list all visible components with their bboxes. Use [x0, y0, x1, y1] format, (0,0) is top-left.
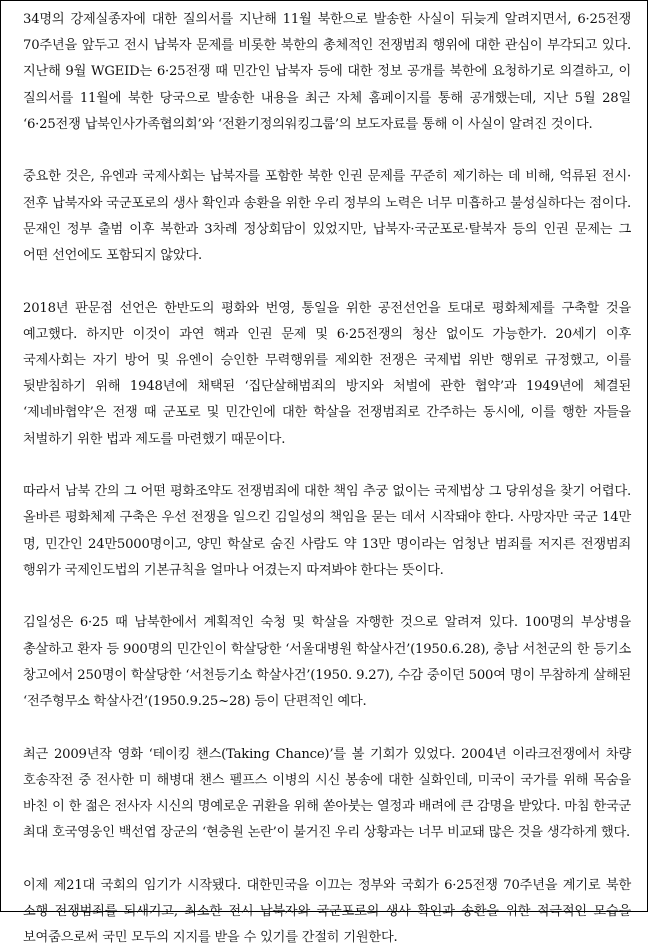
paragraph-4: 따라서 남북 간의 그 어떤 평화조약도 전쟁범죄에 대한 책임 추궁 없이는 국제법상 그 당위성을 찾기 어렵다. 올바른 평화체제 구축은 우선 전쟁을 일으킨 김일성의 책임을 묻는 데서 시작돼야 한다. 사망자만 국군 14만 명, 민간인 24만5000명이고, 양민 학살로 숨진 사람도 약 13만 명이라는 엄청난 범죄를 저지른 전쟁범죄 행위가 국제인도법의 기본규칙을 얼마나 어겼는지 따져봐야 한다는 뜻이다. — [23, 484, 631, 578]
paragraph-3: 2018년 판문점 선언은 한반도의 평화와 번영, 통일을 위한 공전선언을 토대로 평화체제를 구축할 것을 예고했다. 하지만 이것이 과연 핵과 인권 문제 및 6·25전쟁의 청산 없이도 가능한가. 20세기 이후 국제사회는 자기 방어 및 유엔이 승인한 무력행위를 제외한 전쟁은 국제법 위반 행위로 규정했고, 이를 뒷받침하기 위해 1948년에 채택된 ‘집단살해범죄의 방지와 처벌에 관한 협약’과 1949년에 체결된 ‘제네바협약’은 전쟁 때 군포로 및 민간인에 대한 학살을 전쟁범죄로 간주하는 동시에, 이를 행한 자들을 처벌하기 위한 법과 제도를 마련했기 때문이다. — [23, 300, 631, 447]
paragraph-1: 34명의 강제실종자에 대한 질의서를 지난해 11월 북한으로 발송한 사실이 뒤늦게 알려지면서, 6·25전쟁 70주년을 앞두고 전시 납북자 문제를 비롯한 북한의 총체적인 전쟁범죄 행위에 대한 관심이 부각되고 있다. 지난해 9월 WGEID는 6·25전쟁 때 민간인 납북자 등에 대한 정보 공개를 북한에 요청하기로 의결하고, 이 질의서를 11월에 북한 당국으로 발송한 내용을 최근 자체 홈페이지를 통해 공개했는데, 지난 5월 28일 ‘6·25전쟁 납북인사가족협의회’와 ‘전환기정의워킹그룹’의 보도자료를 통해 이 사실이 알려진 것이다. — [23, 12, 631, 132]
paragraph-5: 김일성은 6·25 때 남북한에서 계획적인 숙청 및 학살을 자행한 것으로 알려져 있다. 100명의 부상병을 총살하고 환자 등 900명의 민간인이 학살당한 ‘서울대병원 학살사건’(1950.6.28), 충남 서천군의 한 등기소 창고에서 250명이 학살당한 ‘서천등기소 학살사건’(1950. 9.27), 수감 중이던 500여 명이 무참하게 살해된 ‘전주형무소 학살사건’(1950.9.25~28) 등이 단편적인 예다. — [23, 615, 631, 710]
paragraph-2: 중요한 것은, 유엔과 국제사회는 납북자를 포함한 북한 인권 문제를 꾸준히 제기하는 데 비해, 억류된 전시·전후 납북자와 국군포로의 생사 확인과 송환을 위한 우리 정부의 노력은 너무 미흡하고 불성실하다는 점이다. 문재인 정부 출범 이후 북한과 3차례 정상회담이 있었지만, 납북자·국군포로·탈북자 등의 인권 문제는 그 어떤 선언에도 포함되지 않았다. — [23, 169, 631, 264]
paragraph-7: 이제 제21대 국회의 임기가 시작됐다. 대한민국을 이끄는 정부와 국회가 6·25전쟁 70주년을 계기로 북한 소행 전쟁범죄를 되새기고, 최소한 전시 납북자와 국군포로의 생사 확인과 송환을 위한 적극적인 모습을 보여줌으로써 국민 모두의 지지를 받을 수 있기를 간절히 기원한다. — [23, 877, 631, 946]
paragraph-6: 최근 2009년작 영화 ‘테이킹 챈스(Taking Chance)’를 볼 기회가 있었다. 2004년 이라크전쟁에서 차량 호송작전 중 전사한 미 해병대 챈스 펠프스 이병의 시신 봉송에 대한 실화인데, 미국이 국가를 위해 목숨을 바친 이 한 젊은 전사자 시신의 명예로운 귀환을 위해 쏟아붓는 열정과 배려에 큰 감명을 받았다. 마침 한국군 최대 호국영웅인 백선엽 장군의 ‘현충원 논란’이 불거진 우리 상황과는 너무 비교돼 많은 것을 생각하게 했다. — [23, 746, 631, 841]
article-body — [23, 7, 631, 951]
